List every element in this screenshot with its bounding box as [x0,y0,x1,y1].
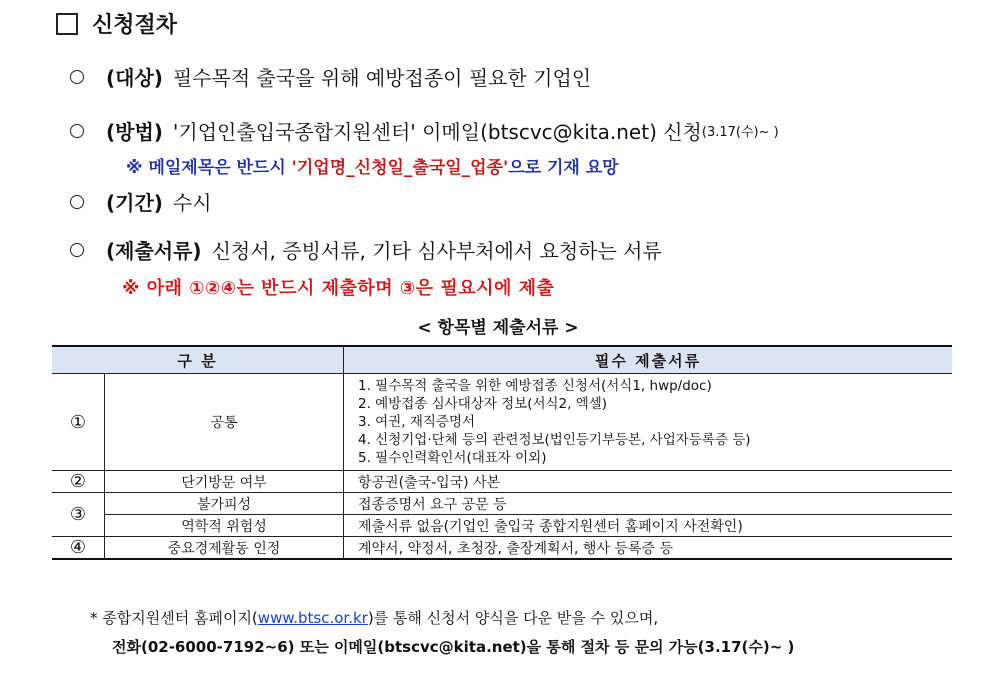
doc-line: 2. 예방접종 심사대상자 정보(서식2, 엑셀) [358,396,608,412]
row-category: 불가피성 [105,493,344,515]
item-text: '기업인출입국종합지원센터' 이메일(btscvc@kita.net) 신청 [172,120,702,144]
item-tag: (방법) [106,120,163,144]
table-title: < 항목별 제출서류 > [417,318,579,338]
table-row [52,493,952,515]
website-link[interactable]: www.btsc.or.kr [257,609,368,627]
row-category: 단기방문 여부 [105,471,344,493]
list-item-period [70,187,212,216]
footnote-line2: 전화(02-6000-7192~6) 또는 이메일(btscvc@kita.net)을 통해 절차 등 문의 가능(3.17(수)~ ) [112,638,795,656]
row-documents: 접종증명서 요구 공문 등 [344,493,953,515]
row-number: ① [52,374,105,471]
item-text: 필수목적 출국을 위해 예방접종이 필요한 기업인 [172,66,592,90]
doc-line: 5. 필수인력확인서(대표자 이외) [358,450,547,466]
list-item-target [70,62,591,91]
list-item-method [70,116,779,145]
row-number: ② [52,471,105,493]
checkbox-icon [56,13,78,35]
section-heading-label: 신청절차 [92,13,178,38]
bullet-circle-icon [70,195,84,209]
doc-line: 3. 여권, 재직증명서 [358,414,476,430]
footnote-prefix: * 종합지원센터 홈페이지( [90,609,258,627]
table-row [52,537,952,560]
item-tag: (기간) [106,191,163,215]
item-text: 수시 [172,191,212,215]
table-row [52,374,952,471]
item-tag: (대상) [106,66,163,90]
row-documents: 계약서, 약정서, 초청장, 출장계획서, 행사 등록증 등 [344,537,953,560]
item-tag: (제출서류) [106,239,202,263]
doc-line: 4. 신청기업·단체 등의 관련정보(법인등기부등본, 사업자등록증 등) [358,432,751,448]
row-number: ③ [52,493,105,537]
doc-line: 1. 필수목적 출국을 위한 예방접종 신청서(서식1, hwp/doc) [358,378,712,394]
item-date: (3.17(수)~ ) [701,125,779,140]
documents-note: ※ 아래 ①②④는 반드시 제출하며 ③은 필요시에 제출 [122,278,555,299]
header-category: 구 분 [52,346,344,374]
bullet-circle-icon [70,70,84,84]
note-prefix: ※ 메일제목은 반드시 [126,158,292,178]
row-documents [344,374,953,471]
table-row [52,515,952,537]
note-highlight: '기업명_신청일_출국일_업종' [291,158,509,178]
header-documents: 필수 제출서류 [344,346,953,374]
table-row [52,471,952,493]
section-heading [56,8,177,39]
footnote-line1 [90,607,658,628]
bullet-circle-icon [70,243,84,257]
email-subject-note [126,153,619,178]
note-suffix: 으로 기재 요망 [508,158,619,178]
bullet-circle-icon [70,124,84,138]
list-item-documents [70,235,662,264]
documents-table [52,345,952,560]
footnote-suffix: )를 통해 신청서 양식을 다운 받을 수 있으며, [367,609,659,627]
row-number: ④ [52,537,105,560]
row-documents: 제출서류 없음(기업인 출입국 종합지원센터 홈페이지 사전확인) [344,515,953,537]
row-category: 역학적 위험성 [105,515,344,537]
row-category: 중요경제활동 인정 [105,537,344,560]
row-documents: 항공권(출국-입국) 사본 [344,471,953,493]
row-category: 공통 [105,374,344,471]
item-text: 신청서, 증빙서류, 기타 심사부처에서 요청하는 서류 [211,239,662,263]
